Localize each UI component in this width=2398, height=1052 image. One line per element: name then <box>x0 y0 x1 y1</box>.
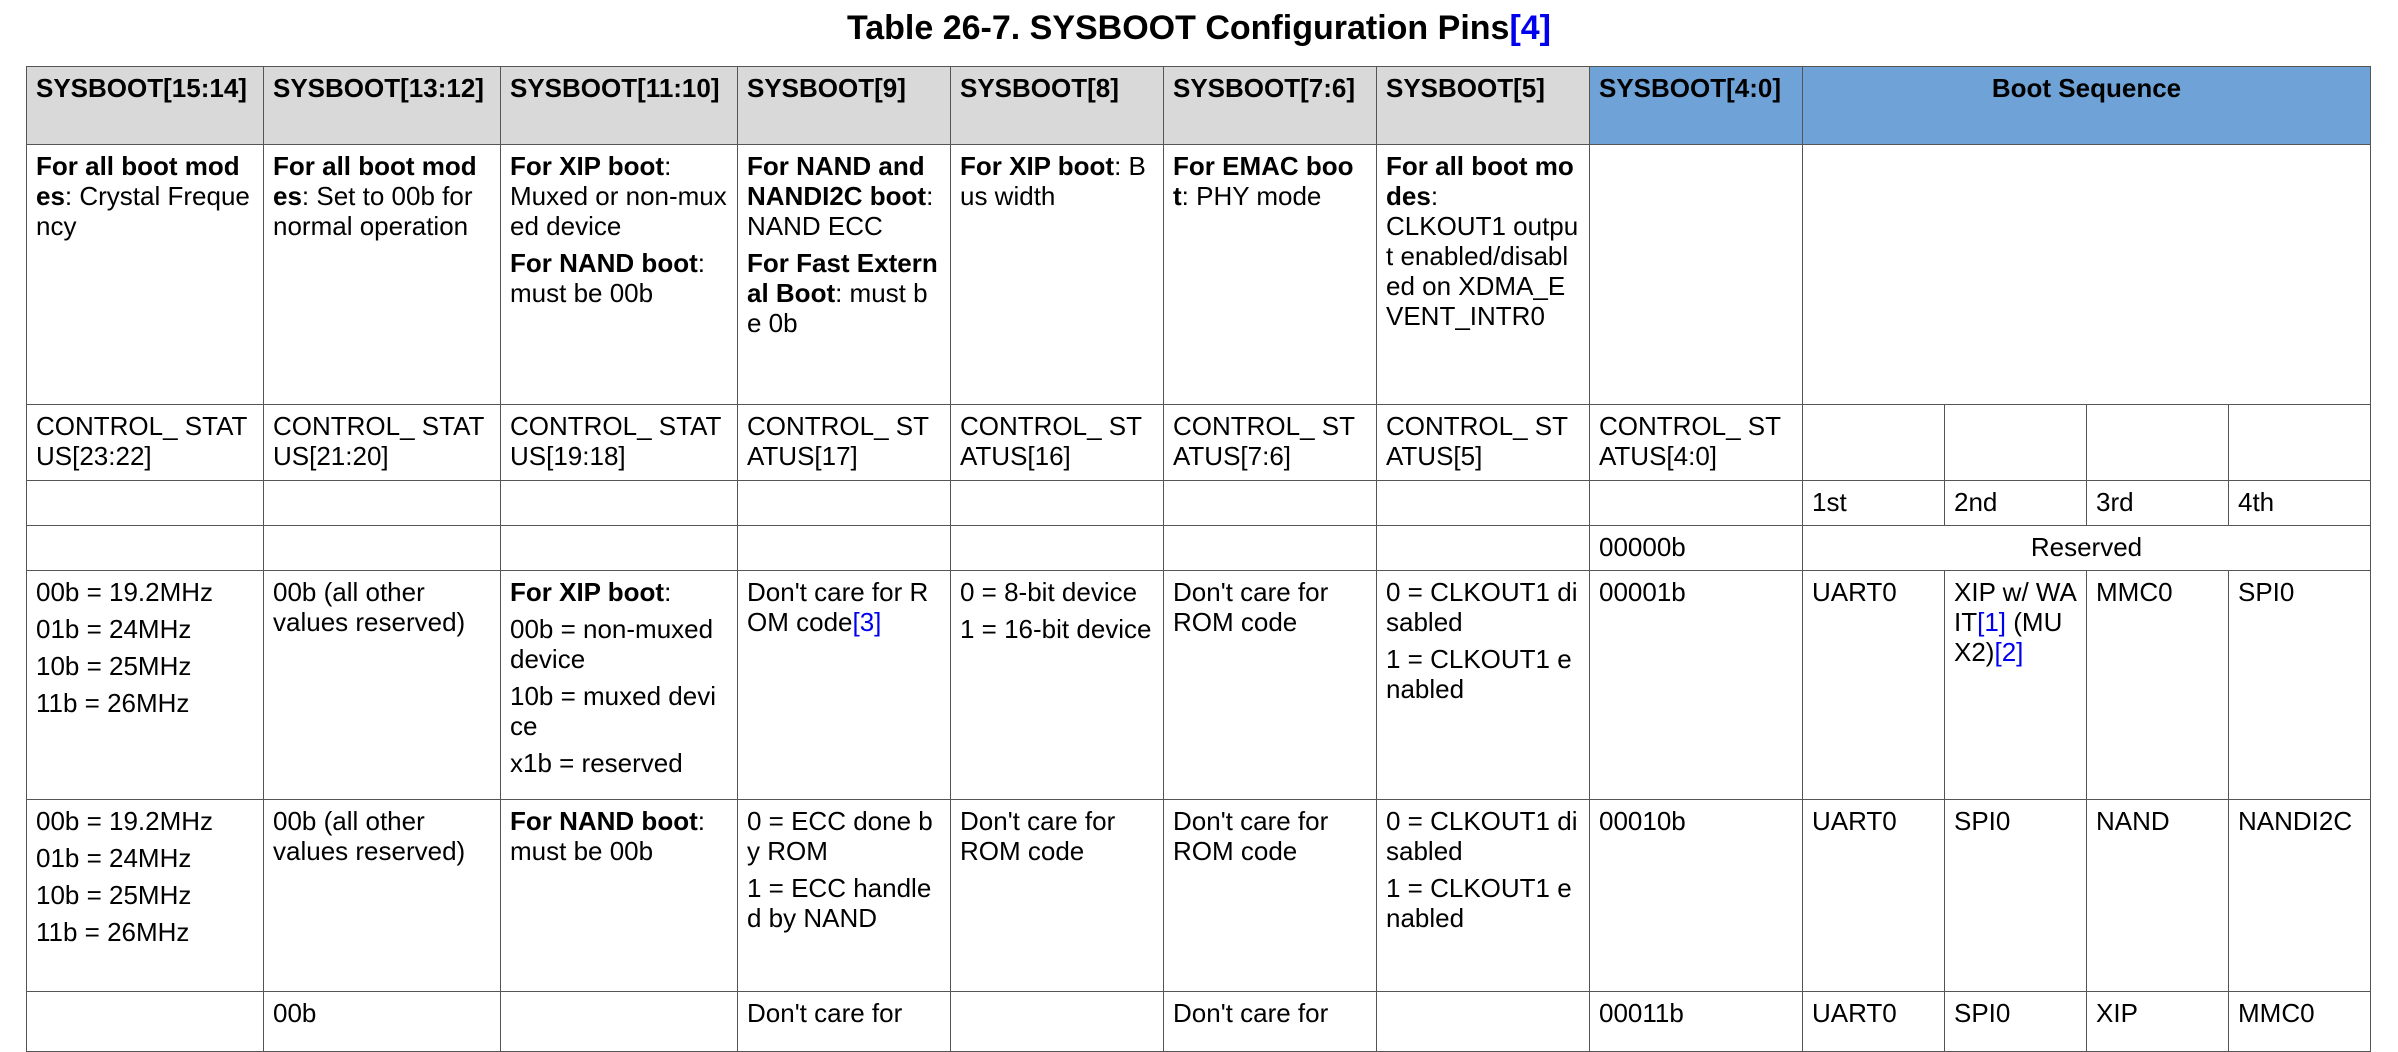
table-title <box>0 6 2398 50</box>
empty-cell <box>27 526 264 571</box>
header-boot-sequence: Boot Sequence <box>1803 67 2371 145</box>
empty-cell <box>738 526 951 571</box>
empty-cell <box>2087 405 2229 481</box>
normal-operation-value: 00b (all other values reserved) <box>264 571 501 800</box>
boot-device-1st: UART0 <box>1803 571 1945 800</box>
boot-device-4th: NANDI2C <box>2229 800 2371 992</box>
empty-cell <box>951 481 1164 526</box>
empty-cell <box>1377 481 1590 526</box>
sysboot-code: 00000b <box>1590 526 1803 571</box>
description-label: For EMAC boot <box>1173 151 1354 211</box>
empty-cell <box>1164 526 1377 571</box>
control-status-row <box>27 405 2371 481</box>
control-status-cell: CONTROL_ STATUS[17] <box>738 405 951 481</box>
reserved-label: Reserved <box>1803 526 2371 571</box>
control-status-cell: CONTROL_ STATUS[21:20] <box>264 405 501 481</box>
boot-device-2nd <box>1945 571 2087 800</box>
empty-cell <box>264 481 501 526</box>
sysboot-table <box>26 66 2371 1052</box>
clkout1-values <box>1377 571 1590 800</box>
boot-order-3rd: 3rd <box>2087 481 2229 526</box>
empty-cell <box>501 526 738 571</box>
phy-mode-value: Don't care for ROM code <box>1164 800 1377 992</box>
description-label: For all boot modes <box>273 151 477 211</box>
value-line: 0 = ECC done by ROM <box>747 806 933 866</box>
empty-cell <box>1377 526 1590 571</box>
description-clkout1 <box>1377 145 1590 405</box>
empty-cell <box>264 526 501 571</box>
nand-mux-value <box>501 800 738 992</box>
sysboot-code: 00011b <box>1590 992 1803 1052</box>
description-empty <box>1590 145 1803 405</box>
value-line: 0 = CLKOUT1 disabled <box>1386 577 1578 637</box>
phy-mode-value: Don't care for <box>1164 992 1377 1052</box>
value-text: : must be 00b <box>510 806 705 866</box>
boot-device-1st: UART0 <box>1803 992 1945 1052</box>
sysboot-code: 00001b <box>1590 571 1803 800</box>
header-sysboot-8: SYSBOOT[8] <box>951 67 1164 145</box>
table-row <box>27 800 2371 992</box>
normal-operation-value: 00b (all other values reserved) <box>264 800 501 992</box>
description-label: For NAND and NANDI2C boot <box>747 151 927 211</box>
nand-ecc-value <box>738 571 951 800</box>
value-line: 00b = non-muxed device <box>510 614 714 674</box>
phy-mode-value: Don't care for ROM code <box>1164 571 1377 800</box>
empty-cell <box>951 526 1164 571</box>
description-text: : Set to 00b for normal operation <box>273 181 473 241</box>
value-line: 1 = 16-bit device <box>960 614 1152 644</box>
header-sysboot-4-0: SYSBOOT[4:0] <box>1590 67 1803 145</box>
value-text: (MUX2) <box>1954 607 2063 667</box>
description-normal-operation <box>264 145 501 405</box>
boot-order-2nd: 2nd <box>1945 481 2087 526</box>
table-row <box>27 571 2371 800</box>
sysboot-code: 00010b <box>1590 800 1803 992</box>
footnote-link[interactable]: [3] <box>852 607 882 637</box>
boot-device-4th: SPI0 <box>2229 571 2371 800</box>
description-label: For Fast External Boot <box>747 248 938 308</box>
table-title-reference-link[interactable]: [4] <box>1509 9 1551 47</box>
crystal-frequency-values <box>27 571 264 800</box>
value-line: 1 = CLKOUT1 enabled <box>1386 644 1572 704</box>
description-crystal-frequency <box>27 145 264 405</box>
header-sysboot-11-10: SYSBOOT[11:10] <box>501 67 738 145</box>
footnote-link[interactable]: [1] <box>1977 607 2007 637</box>
description-label: For all boot modes <box>36 151 240 211</box>
xip-mux-values <box>501 571 738 800</box>
control-status-cell: CONTROL_ STATUS[7:6] <box>1164 405 1377 481</box>
value-text: Don't care for ROM code <box>747 577 929 637</box>
empty-cell <box>1590 481 1803 526</box>
boot-device-3rd: XIP <box>2087 992 2229 1052</box>
description-xip-nand <box>501 145 738 405</box>
bus-width-values <box>951 571 1164 800</box>
value-line: 00b = 19.2MHz <box>36 806 214 836</box>
empty-cell <box>1803 405 1945 481</box>
header-sysboot-9: SYSBOOT[9] <box>738 67 951 145</box>
empty-cell <box>1945 405 2087 481</box>
nand-ecc-value: Don't care for <box>738 992 951 1052</box>
reserved-row <box>27 526 2371 571</box>
description-phy-mode <box>1164 145 1377 405</box>
boot-order-4th: 4th <box>2229 481 2371 526</box>
empty-cell <box>501 481 738 526</box>
boot-device-3rd: MMC0 <box>2087 571 2229 800</box>
boot-device-1st: UART0 <box>1803 800 1945 992</box>
control-status-cell: CONTROL_ STATUS[5] <box>1377 405 1590 481</box>
description-label: For NAND boot <box>510 248 698 278</box>
description-text: : Crystal Frequency <box>36 181 250 241</box>
header-sysboot-7-6: SYSBOOT[7:6] <box>1164 67 1377 145</box>
nand-ecc-values <box>738 800 951 992</box>
control-status-cell: CONTROL_ STATUS[16] <box>951 405 1164 481</box>
value-line: 10b = muxed device <box>510 681 716 741</box>
empty-cell <box>2229 405 2371 481</box>
empty-cell <box>27 992 264 1052</box>
description-text: : PHY mode <box>1181 181 1322 211</box>
value-line: 1 = CLKOUT1 enabled <box>1386 873 1572 933</box>
boot-device-3rd: NAND <box>2087 800 2229 992</box>
value-line: 11b = 26MHz <box>36 688 190 718</box>
table-row <box>27 992 2371 1052</box>
description-text: CLKOUT1 output enabled/disabled on XDMA_EVENT_INTR0 <box>1386 211 1579 331</box>
value-label: For XIP boot <box>510 577 665 607</box>
empty-cell <box>1377 992 1590 1052</box>
description-row <box>27 145 2371 405</box>
normal-operation-value: 00b <box>264 992 501 1052</box>
header-sysboot-15-14: SYSBOOT[15:14] <box>27 67 264 145</box>
empty-cell <box>501 992 738 1052</box>
clkout1-values <box>1377 800 1590 992</box>
boot-device-4th: MMC0 <box>2229 992 2371 1052</box>
value-line: 1 = ECC handled by NAND <box>747 873 932 933</box>
description-text: : must be 0b <box>747 278 928 338</box>
empty-cell <box>951 992 1164 1052</box>
header-row <box>27 67 2371 145</box>
empty-cell <box>1164 481 1377 526</box>
bus-width-value: Don't care for ROM code <box>951 800 1164 992</box>
description-label: For all boot modes <box>1386 151 1574 211</box>
description-nand-ecc <box>738 145 951 405</box>
value-line: 10b = 25MHz <box>36 880 192 910</box>
header-sysboot-5: SYSBOOT[5] <box>1377 67 1590 145</box>
description-text: : Bus width <box>960 151 1146 211</box>
boot-device-2nd: SPI0 <box>1945 992 2087 1052</box>
empty-cell <box>27 481 264 526</box>
value-label: For NAND boot <box>510 806 698 836</box>
control-status-cell: CONTROL_ STATUS[4:0] <box>1590 405 1803 481</box>
value-text: : <box>664 577 672 607</box>
description-text: : <box>697 248 705 278</box>
table-title-text: Table 26-7. SYSBOOT Configuration Pins <box>846 9 1510 47</box>
value-line: 0 = CLKOUT1 disabled <box>1386 806 1578 866</box>
value-line: 10b = 25MHz <box>36 651 192 681</box>
control-status-cell: CONTROL_ STATUS[19:18] <box>501 405 738 481</box>
value-line: 00b = 19.2MHz <box>36 577 214 607</box>
description-text: must be 00b <box>510 278 654 308</box>
description-text: : NAND ECC <box>747 181 934 241</box>
value-line: 11b = 26MHz <box>36 917 190 947</box>
description-bus-width <box>951 145 1164 405</box>
value-text: XIP w/ WAIT <box>1954 577 2077 637</box>
control-status-cell: CONTROL_ STATUS[23:22] <box>27 405 264 481</box>
value-line: 01b = 24MHz <box>36 843 192 873</box>
boot-order-row <box>27 481 2371 526</box>
crystal-frequency-values <box>27 800 264 992</box>
description-label: For XIP boot <box>960 151 1115 181</box>
description-text: : <box>664 151 672 181</box>
boot-device-2nd: SPI0 <box>1945 800 2087 992</box>
boot-order-1st: 1st <box>1803 481 1945 526</box>
footnote-link[interactable]: [2] <box>1994 637 2024 667</box>
header-sysboot-13-12: SYSBOOT[13:12] <box>264 67 501 145</box>
description-text: : <box>1430 181 1439 211</box>
description-label: For XIP boot <box>510 151 665 181</box>
description-empty <box>1803 145 2371 405</box>
value-line: x1b = reserved <box>510 748 683 778</box>
value-line: 0 = 8-bit device <box>960 577 1138 607</box>
description-text: Muxed or non-muxed device <box>510 181 727 241</box>
empty-cell <box>738 481 951 526</box>
value-line: 01b = 24MHz <box>36 614 192 644</box>
